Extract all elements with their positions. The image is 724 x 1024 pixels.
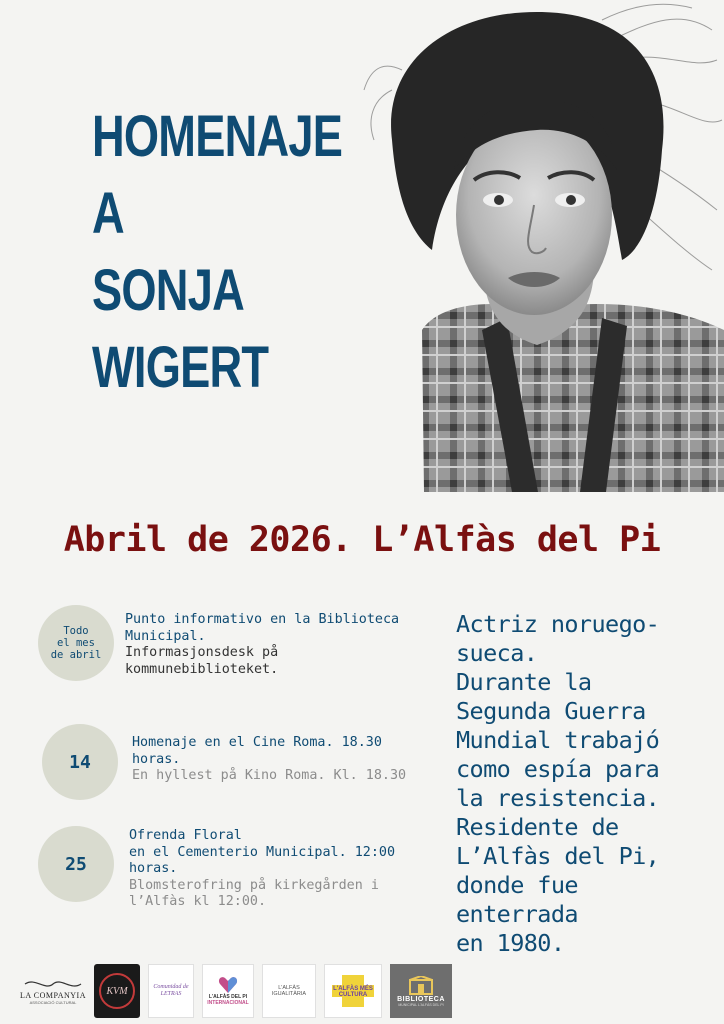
badge-line: el mes [57,637,95,649]
comunidad-letras-logo: Comunidad de LETRAS [148,964,194,1018]
event-badge-day-25: 25 [38,826,114,902]
ornament-icon [23,977,83,991]
bio-line: como espía para [456,755,660,783]
event-3-no-line: l’Alfàs kl 12:00. [129,894,267,909]
bio-line: sueca. [456,639,538,667]
sponsor-logos [20,964,460,1018]
event-3-text [129,828,395,911]
event-badge-all-month [38,605,114,681]
event-3-es-line: en el Cementerio Municipal. 12:00 [129,844,396,860]
alfas-igualitaria-logo: L'ALFÀS IGUALITÀRIA [262,964,316,1018]
event-1-es-line: Municipal. [125,628,206,644]
alfas-mes-cultura-logo: L'ALFÀS MÉS CULTURA [324,964,382,1018]
event-2-es-line: Homenaje en el Cine Roma. 18.30 [132,735,382,750]
bio-line: L’Alfàs del Pi, [456,842,660,870]
bio-line: Actriz noruego- [456,610,660,638]
portrait-photo [362,0,724,492]
biography-text [456,610,724,958]
event-2-no-line: En hyllest på Kino Roma. Kl. 18.30 [132,768,407,783]
event-3-es-line: horas. [129,861,178,876]
bio-line: Segunda Guerra [456,697,646,725]
title-line-4: WIGERT [92,335,269,400]
bio-line: enterrada [456,900,578,928]
bio-line: Mundial trabajó [456,726,660,754]
title-line-1: HOMENAJE [92,104,343,169]
bio-line: la resistencia. [456,784,660,812]
title-line-3: SONJA [92,258,244,323]
event-3-es-line: Ofrenda Floral [129,828,242,843]
badge-line: de abril [50,649,102,661]
heart-icon [218,976,238,994]
alfas-internacional-logo: L'ALFÀS DEL PI INTERNACIONAL [202,964,254,1018]
event-1-text [125,612,399,678]
badge-line: Todo [63,625,89,637]
bio-line: Durante la [456,668,592,696]
bio-line: Residente de [456,813,619,841]
biblioteca-municipal-logo: BIBLIOTECA MUNICIPAL L'ALFÀS DEL PI [390,964,452,1018]
la-companyia-logo: LA COMPANYIA ASSOCIACIÓ CULTURAL [20,964,86,1018]
event-1-es-line: Punto informativo en la Biblioteca [125,612,400,627]
event-badge-day-14: 14 [42,724,118,800]
event-date-location: Abril de 2026. L’Alfàs del Pi [63,520,661,560]
poster-title [92,98,342,406]
title-line-2: A [92,181,124,246]
event-2-text [132,735,406,785]
event-2-es-line: horas. [132,751,181,767]
book-icon [408,976,434,996]
kvm-logo: KVM [94,964,140,1018]
event-1-no-line: kommunebiblioteket. [125,661,279,677]
bio-line: en 1980. [456,929,565,957]
bio-line: donde fue [456,871,578,899]
event-3-no-line: Blomsterofring på kirkegården i [129,877,379,893]
event-1-no-line: Informasjonsdesk på [125,645,279,660]
